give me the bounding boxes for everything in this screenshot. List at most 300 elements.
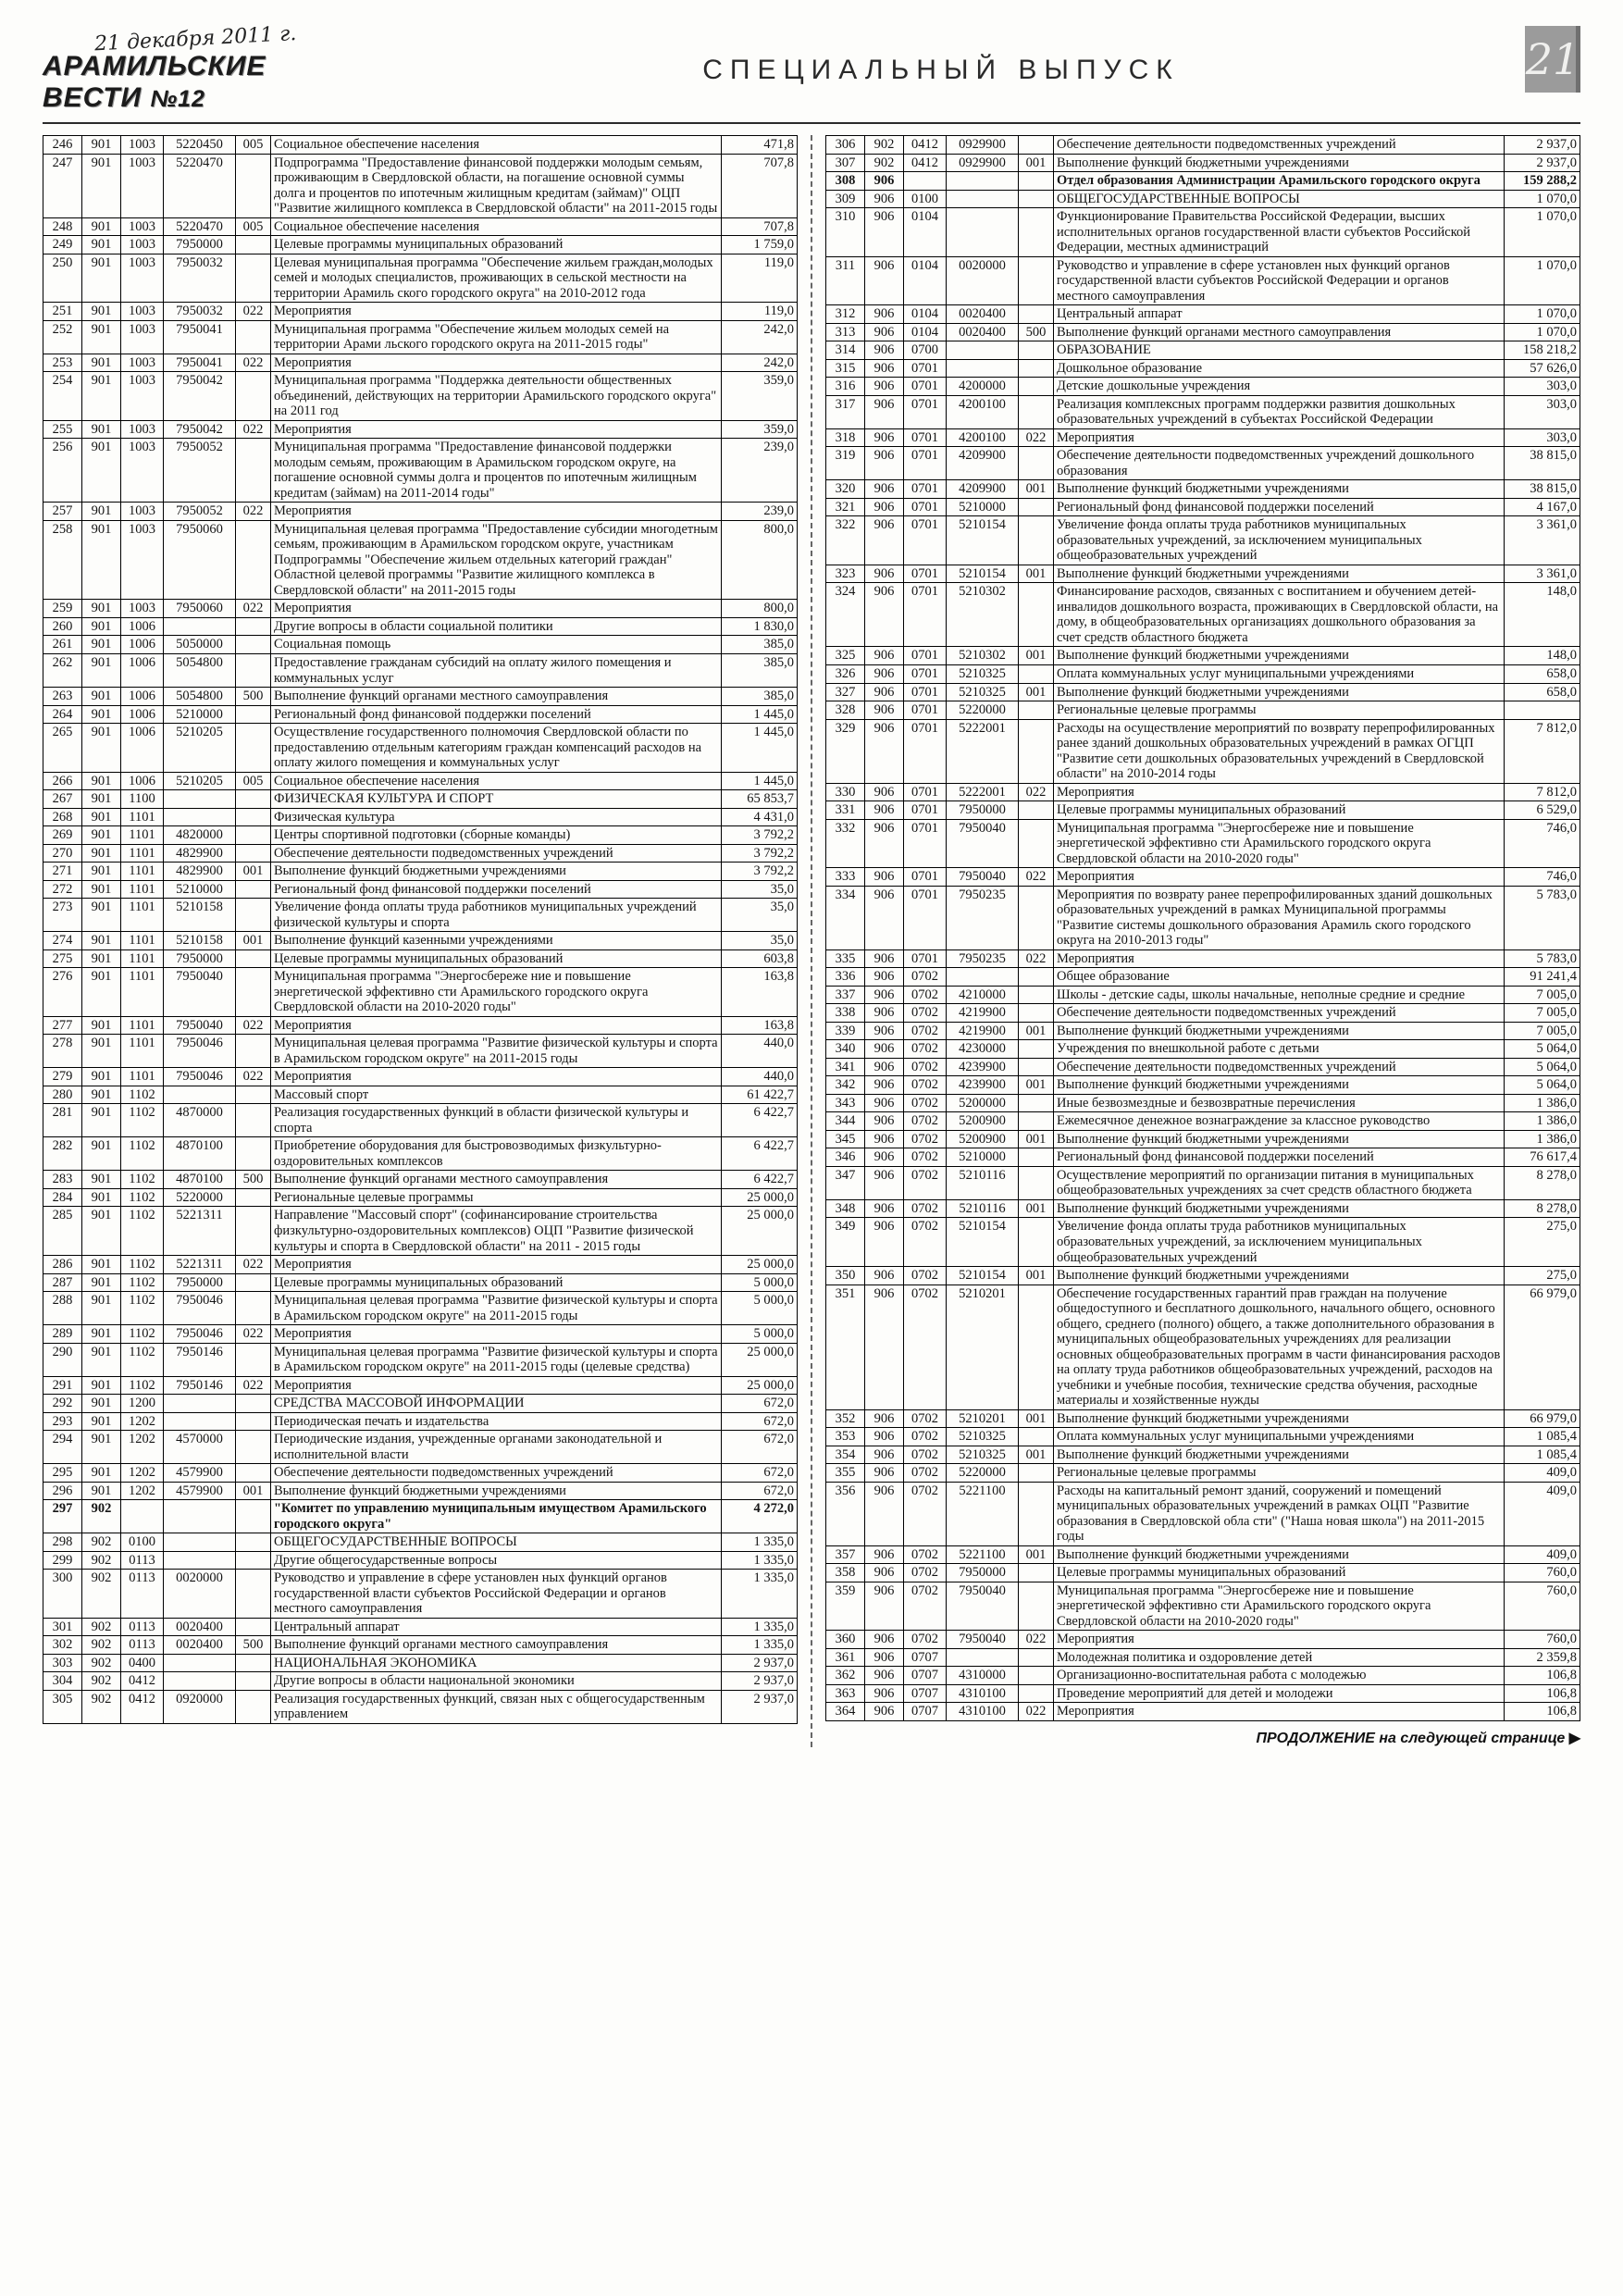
table-row (826, 1582, 1580, 1631)
expense-type-cell: 022 (236, 1068, 271, 1086)
section-code-cell: 1006 (121, 705, 164, 724)
amount-cell: 760,0 (1505, 1564, 1580, 1582)
amount-cell: 25 000,0 (722, 1376, 798, 1395)
amount-cell: 303,0 (1505, 428, 1580, 447)
expense-type-cell (236, 1551, 271, 1570)
expense-type-cell (236, 808, 271, 826)
expense-type-cell: 500 (236, 1171, 271, 1189)
name-cell: Выполнение функций бюджетными учреждениями (1054, 154, 1505, 172)
amount-cell: 7 005,0 (1505, 1004, 1580, 1023)
agency-code-cell: 906 (865, 647, 904, 665)
row-number-cell: 333 (826, 868, 865, 887)
section-code-cell: 0702 (904, 1464, 947, 1483)
target-article-cell: 7950041 (164, 320, 236, 354)
amount-cell: 66 979,0 (1505, 1285, 1580, 1409)
expense-type-cell: 001 (1019, 1022, 1054, 1040)
target-article-cell: 7950040 (947, 819, 1019, 868)
name-cell: Увеличение фонда оплаты труда работников муниципальных образовательных учреждений, за исключением муниципальных общеобразовательных учреждений (1054, 516, 1505, 565)
name-cell: Муниципальная программа "Энергосбереже ние и повышение энергетической эффективно сти Арамильского городского округа Свердловской области на 2010-2020 годы" (1054, 1582, 1505, 1631)
row-number-cell: 308 (826, 172, 865, 191)
row-number-cell: 256 (43, 439, 82, 503)
expense-type-cell (236, 617, 271, 636)
row-number-cell: 341 (826, 1058, 865, 1076)
section-code-cell: 0701 (904, 868, 947, 887)
amount-cell: 38 815,0 (1505, 447, 1580, 480)
target-article-cell: 5054800 (164, 653, 236, 687)
amount-cell: 800,0 (722, 600, 798, 618)
row-number-cell: 261 (43, 636, 82, 654)
amount-cell: 148,0 (1505, 583, 1580, 647)
row-number-cell: 272 (43, 880, 82, 899)
row-number-cell: 264 (43, 705, 82, 724)
name-cell: Мероприятия (271, 1376, 722, 1395)
name-cell: Целевые программы муниципальных образований (1054, 801, 1505, 820)
issue-date: 21 декабря 2011 г. (93, 22, 297, 56)
section-code-cell: 0412 (904, 154, 947, 172)
amount-cell: 1 386,0 (1505, 1112, 1580, 1131)
name-cell: Мероприятия (271, 420, 722, 439)
section-code-cell: 0113 (121, 1636, 164, 1655)
row-number-cell: 331 (826, 801, 865, 820)
table-row (43, 1171, 798, 1189)
table-row (43, 932, 798, 950)
table-row (43, 254, 798, 303)
table-row (826, 359, 1580, 378)
target-article-cell: 7950052 (164, 503, 236, 521)
section-code-cell: 0104 (904, 305, 947, 324)
expense-type-cell (236, 1570, 271, 1619)
agency-code-cell: 906 (865, 1409, 904, 1428)
section-code-cell: 0702 (904, 1040, 947, 1059)
amount-cell: 1 070,0 (1505, 256, 1580, 305)
table-row (826, 208, 1580, 257)
section-code-cell: 1101 (121, 1016, 164, 1035)
row-number-cell: 355 (826, 1464, 865, 1483)
agency-code-cell: 901 (82, 1016, 121, 1035)
agency-code-cell: 902 (82, 1672, 121, 1691)
agency-code-cell: 901 (82, 303, 121, 321)
row-number-cell: 275 (43, 949, 82, 968)
amount-cell: 707,8 (722, 154, 798, 217)
section-code-cell: 1102 (121, 1292, 164, 1325)
expense-type-cell (1019, 1040, 1054, 1059)
expense-type-cell (1019, 1004, 1054, 1023)
section-code-cell: 0702 (904, 1428, 947, 1446)
target-article-cell: 5210116 (947, 1166, 1019, 1199)
table-row (826, 378, 1580, 396)
table-row (826, 1058, 1580, 1076)
name-cell: Школы - детские сады, школы начальные, неполные средние и средние (1054, 986, 1505, 1004)
name-cell: Муниципальная целевая программа "Развитие физической культуры и спорта в Арамильском городском округе" на 2011-2015 годы (целевые средства) (271, 1343, 722, 1376)
name-cell: Выполнение функций бюджетными учреждениями (271, 1482, 722, 1500)
table-row (826, 1648, 1580, 1667)
row-number-cell: 364 (826, 1703, 865, 1721)
section-code-cell: 0701 (904, 447, 947, 480)
amount-cell: 409,0 (1505, 1464, 1580, 1483)
agency-code-cell: 906 (865, 583, 904, 647)
expense-type-cell: 022 (236, 1325, 271, 1344)
name-cell: Центральный аппарат (271, 1618, 722, 1636)
agency-code-cell: 906 (865, 1094, 904, 1112)
target-article-cell: 5210154 (947, 565, 1019, 583)
section-code-cell: 0702 (904, 986, 947, 1004)
table-row (43, 236, 798, 254)
section-code-cell: 0400 (121, 1654, 164, 1672)
amount-cell: 1 070,0 (1505, 323, 1580, 341)
expense-type-cell: 005 (236, 136, 271, 155)
agency-code-cell: 901 (82, 1137, 121, 1171)
expense-type-cell (1019, 1094, 1054, 1112)
table-row (826, 516, 1580, 565)
name-cell: Целевые программы муниципальных образований (271, 949, 722, 968)
header-rule (43, 122, 1580, 124)
section-code-cell: 0104 (904, 208, 947, 257)
name-cell: Выполнение функций бюджетными учреждениями (1054, 1199, 1505, 1218)
expense-type-cell (236, 1343, 271, 1376)
amount-cell: 707,8 (722, 217, 798, 236)
amount-cell: 1 335,0 (722, 1551, 798, 1570)
section-code-cell: 0702 (904, 1094, 947, 1112)
section-code-cell: 1101 (121, 1035, 164, 1068)
row-number-cell: 319 (826, 447, 865, 480)
row-number-cell: 298 (43, 1533, 82, 1552)
expense-type-cell (236, 1395, 271, 1413)
table-row (826, 565, 1580, 583)
amount-cell: 1 335,0 (722, 1570, 798, 1619)
section-code-cell: 0707 (904, 1667, 947, 1685)
section-code-cell: 0100 (121, 1533, 164, 1552)
section-code-cell: 1102 (121, 1137, 164, 1171)
table-row (43, 790, 798, 809)
target-article-cell: 4829900 (164, 844, 236, 863)
section-code-cell: 1101 (121, 932, 164, 950)
name-cell: Мероприятия (1054, 783, 1505, 801)
agency-code-cell: 906 (865, 819, 904, 868)
table-row (43, 863, 798, 881)
row-number-cell: 323 (826, 565, 865, 583)
row-number-cell: 274 (43, 932, 82, 950)
expense-type-cell (1019, 986, 1054, 1004)
expense-type-cell (236, 372, 271, 421)
table-row (826, 583, 1580, 647)
expense-type-cell (236, 1672, 271, 1691)
section-code-cell: 0702 (904, 1058, 947, 1076)
table-row (43, 372, 798, 421)
expense-type-cell (1019, 305, 1054, 324)
table-row (43, 1431, 798, 1464)
name-cell: Мероприятия (1054, 428, 1505, 447)
target-article-cell: 5050000 (164, 636, 236, 654)
table-row (826, 868, 1580, 887)
row-number-cell: 263 (43, 688, 82, 706)
target-article-cell (164, 1395, 236, 1413)
amount-cell: 440,0 (722, 1035, 798, 1068)
name-cell: Реализация государственных функций в области физической культуры и спорта (271, 1104, 722, 1137)
name-cell: Учреждения по внешкольной работе с детьми (1054, 1040, 1505, 1059)
masthead-logo (43, 51, 357, 114)
table-row (826, 1218, 1580, 1267)
agency-code-cell: 901 (82, 1343, 121, 1376)
table-row (43, 154, 798, 217)
target-article-cell: 5221311 (164, 1256, 236, 1274)
section-code-cell: 1101 (121, 826, 164, 845)
row-number-cell: 273 (43, 899, 82, 932)
row-number-cell: 255 (43, 420, 82, 439)
target-article-cell: 7950060 (164, 520, 236, 600)
amount-cell: 5 783,0 (1505, 886, 1580, 949)
agency-code-cell: 906 (865, 1545, 904, 1564)
table-row (43, 1654, 798, 1672)
agency-code-cell: 901 (82, 826, 121, 845)
amount-cell: 1 070,0 (1505, 190, 1580, 208)
section-code-cell: 0702 (904, 1545, 947, 1564)
section-code-cell: 0707 (904, 1684, 947, 1703)
row-number-cell: 330 (826, 783, 865, 801)
table-row (826, 1703, 1580, 1721)
name-cell: Финансирование расходов, связанных с воспитанием и обучением детей-инвалидов дошкольного возраста, проживающих в Свердловской области, на дому, в общеобразовательных организациях дошкольного образования за счет средств областного бюджета (1054, 583, 1505, 647)
agency-code-cell: 906 (865, 1648, 904, 1667)
amount-cell: 1 335,0 (722, 1533, 798, 1552)
name-cell: Обеспечение деятельности подведомственных учреждений (1054, 1058, 1505, 1076)
target-article-cell: 5210325 (947, 1428, 1019, 1446)
target-article-cell: 5220000 (947, 1464, 1019, 1483)
expense-type-cell (1019, 886, 1054, 949)
agency-code-cell: 901 (82, 503, 121, 521)
name-cell: Мероприятия (271, 303, 722, 321)
section-code-cell: 1102 (121, 1104, 164, 1137)
table-row (826, 1564, 1580, 1582)
amount-cell: 239,0 (722, 439, 798, 503)
target-article-cell (947, 208, 1019, 257)
row-number-cell: 348 (826, 1199, 865, 1218)
name-cell: Выполнение функций органами местного самоуправления (271, 1636, 722, 1655)
amount-cell: 746,0 (1505, 819, 1580, 868)
agency-code-cell: 906 (865, 1199, 904, 1218)
agency-code-cell: 906 (865, 683, 904, 701)
row-number-cell: 270 (43, 844, 82, 863)
name-cell: Мероприятия (271, 1256, 722, 1274)
name-cell: Предоставление гражданам субсидий на оплату жилого помещения и коммунальных услуг (271, 653, 722, 687)
table-row (826, 1094, 1580, 1112)
agency-code-cell: 901 (82, 600, 121, 618)
section-code-cell: 0701 (904, 701, 947, 720)
table-row (826, 949, 1580, 968)
table-row (826, 819, 1580, 868)
name-cell: Направление "Массовый спорт" (софинансирование строительства физкультурно-оздоровительных комплексов) ОЦП "Развитие физической культуры и спорта в Свердловской области" на 2011 - 2015 годы (271, 1207, 722, 1256)
expense-type-cell (236, 236, 271, 254)
target-article-cell (164, 1551, 236, 1570)
table-row (826, 1022, 1580, 1040)
amount-cell: 3 361,0 (1505, 565, 1580, 583)
section-code-cell (904, 172, 947, 191)
agency-code-cell: 906 (865, 1428, 904, 1446)
target-article-cell: 5221100 (947, 1545, 1019, 1564)
target-article-cell: 5221100 (947, 1482, 1019, 1545)
row-number-cell: 317 (826, 395, 865, 428)
section-code-cell: 1101 (121, 880, 164, 899)
target-article-cell: 5210000 (164, 705, 236, 724)
row-number-cell: 322 (826, 516, 865, 565)
table-row (43, 1035, 798, 1068)
agency-code-cell: 901 (82, 653, 121, 687)
target-article-cell: 4870100 (164, 1171, 236, 1189)
amount-cell: 25 000,0 (722, 1207, 798, 1256)
agency-code-cell: 901 (82, 1188, 121, 1207)
amount-cell: 242,0 (722, 320, 798, 354)
agency-code-cell: 901 (82, 136, 121, 155)
expense-type-cell (1019, 1148, 1054, 1167)
section-code-cell: 0701 (904, 516, 947, 565)
target-article-cell: 5210116 (947, 1199, 1019, 1218)
target-article-cell: 7950040 (164, 968, 236, 1017)
expense-type-cell (1019, 498, 1054, 516)
amount-cell: 385,0 (722, 636, 798, 654)
expense-type-cell (1019, 1482, 1054, 1545)
amount-cell: 1 070,0 (1505, 305, 1580, 324)
row-number-cell: 357 (826, 1545, 865, 1564)
table-row (43, 1104, 798, 1137)
name-cell: Выполнение функций бюджетными учреждениями (1054, 1446, 1505, 1464)
budget-table-left (43, 135, 798, 1724)
target-article-cell: 5210000 (947, 1148, 1019, 1167)
target-article-cell: 5220000 (947, 701, 1019, 720)
table-row (826, 801, 1580, 820)
agency-code-cell: 901 (82, 1171, 121, 1189)
agency-code-cell: 901 (82, 1068, 121, 1086)
table-row (43, 1273, 798, 1292)
section-code-cell: 0702 (904, 1631, 947, 1649)
name-cell: Отдел образования Администрации Арамильского городского округа (1054, 172, 1505, 191)
agency-code-cell: 901 (82, 1464, 121, 1483)
agency-code-cell: 901 (82, 254, 121, 303)
agency-code-cell: 901 (82, 1035, 121, 1068)
row-number-cell: 353 (826, 1428, 865, 1446)
section-code-cell: 0702 (904, 968, 947, 987)
name-cell: Социальное обеспечение населения (271, 217, 722, 236)
target-article-cell (947, 341, 1019, 360)
amount-cell: 760,0 (1505, 1631, 1580, 1649)
expense-type-cell: 022 (1019, 868, 1054, 887)
amount-cell: 163,8 (722, 1016, 798, 1035)
name-cell: Физическая культура (271, 808, 722, 826)
agency-code-cell: 906 (865, 1148, 904, 1167)
section-code-cell: 0701 (904, 498, 947, 516)
agency-code-cell: 906 (865, 190, 904, 208)
target-article-cell: 7950235 (947, 949, 1019, 968)
target-article-cell: 7950046 (164, 1068, 236, 1086)
table-row (43, 1618, 798, 1636)
row-number-cell: 303 (43, 1654, 82, 1672)
amount-cell: 66 979,0 (1505, 1409, 1580, 1428)
table-row (43, 688, 798, 706)
row-number-cell: 278 (43, 1035, 82, 1068)
page-header (43, 22, 1580, 115)
agency-code-cell: 901 (82, 705, 121, 724)
row-number-cell: 324 (826, 583, 865, 647)
amount-cell: 275,0 (1505, 1267, 1580, 1285)
table-row (43, 520, 798, 600)
target-article-cell (164, 617, 236, 636)
row-number-cell: 356 (826, 1482, 865, 1545)
expense-type-cell (1019, 378, 1054, 396)
row-number-cell: 257 (43, 503, 82, 521)
section-code-cell: 0701 (904, 783, 947, 801)
expense-type-cell (1019, 1166, 1054, 1199)
section-code-cell: 0701 (904, 378, 947, 396)
page-title: СПЕЦИАЛЬНЫЙ ВЫПУСК (702, 55, 1180, 85)
target-article-cell: 0020000 (947, 256, 1019, 305)
target-article-cell (947, 190, 1019, 208)
table-row (826, 701, 1580, 720)
agency-code-cell: 901 (82, 320, 121, 354)
table-row (43, 1188, 798, 1207)
amount-cell (1505, 701, 1580, 720)
target-article-cell: 7950042 (164, 420, 236, 439)
amount-cell: 1 335,0 (722, 1618, 798, 1636)
section-code-cell: 1003 (121, 372, 164, 421)
amount-cell: 1 386,0 (1505, 1094, 1580, 1112)
section-code-cell: 1003 (121, 217, 164, 236)
table-row (43, 136, 798, 155)
table-row (826, 136, 1580, 155)
section-code-cell: 0702 (904, 1130, 947, 1148)
name-cell: Выполнение функций казенными учреждениями (271, 932, 722, 950)
target-article-cell: 5200900 (947, 1130, 1019, 1148)
row-number-cell: 250 (43, 254, 82, 303)
amount-cell: 119,0 (722, 254, 798, 303)
section-code-cell: 0104 (904, 256, 947, 305)
table-row (43, 1207, 798, 1256)
amount-cell: 239,0 (722, 503, 798, 521)
table-row (43, 1395, 798, 1413)
name-cell: Региональные целевые программы (1054, 1464, 1505, 1483)
table-row (43, 949, 798, 968)
row-number-cell: 327 (826, 683, 865, 701)
row-number-cell: 301 (43, 1618, 82, 1636)
name-cell: Центры спортивной подготовки (сборные команды) (271, 826, 722, 845)
row-number-cell: 358 (826, 1564, 865, 1582)
section-code-cell: 1102 (121, 1256, 164, 1274)
table-row (826, 719, 1580, 783)
row-number-cell: 248 (43, 217, 82, 236)
section-code-cell: 0412 (121, 1690, 164, 1723)
section-code-cell: 0701 (904, 359, 947, 378)
name-cell: Региональные целевые программы (1054, 701, 1505, 720)
target-article-cell: 0929900 (947, 154, 1019, 172)
row-number-cell: 277 (43, 1016, 82, 1035)
expense-type-cell (236, 1086, 271, 1104)
table-row (826, 1545, 1580, 1564)
expense-type-cell (236, 636, 271, 654)
amount-cell: 35,0 (722, 932, 798, 950)
row-number-cell: 328 (826, 701, 865, 720)
name-cell: ОБЩЕГОСУДАРСТВЕННЫЕ ВОПРОСЫ (1054, 190, 1505, 208)
row-number-cell: 307 (826, 154, 865, 172)
row-number-cell: 326 (826, 664, 865, 683)
section-code-cell: 0702 (904, 1218, 947, 1267)
amount-cell: 25 000,0 (722, 1188, 798, 1207)
section-code-cell: 0707 (904, 1648, 947, 1667)
row-number-cell: 302 (43, 1636, 82, 1655)
row-number-cell: 268 (43, 808, 82, 826)
agency-code-cell: 906 (865, 701, 904, 720)
expense-type-cell (236, 439, 271, 503)
name-cell: Обеспечение деятельности подведомственных учреждений (1054, 1004, 1505, 1023)
target-article-cell: 4210000 (947, 986, 1019, 1004)
target-article-cell: 7950032 (164, 303, 236, 321)
table-row (43, 1016, 798, 1035)
target-article-cell: 4870100 (164, 1137, 236, 1171)
